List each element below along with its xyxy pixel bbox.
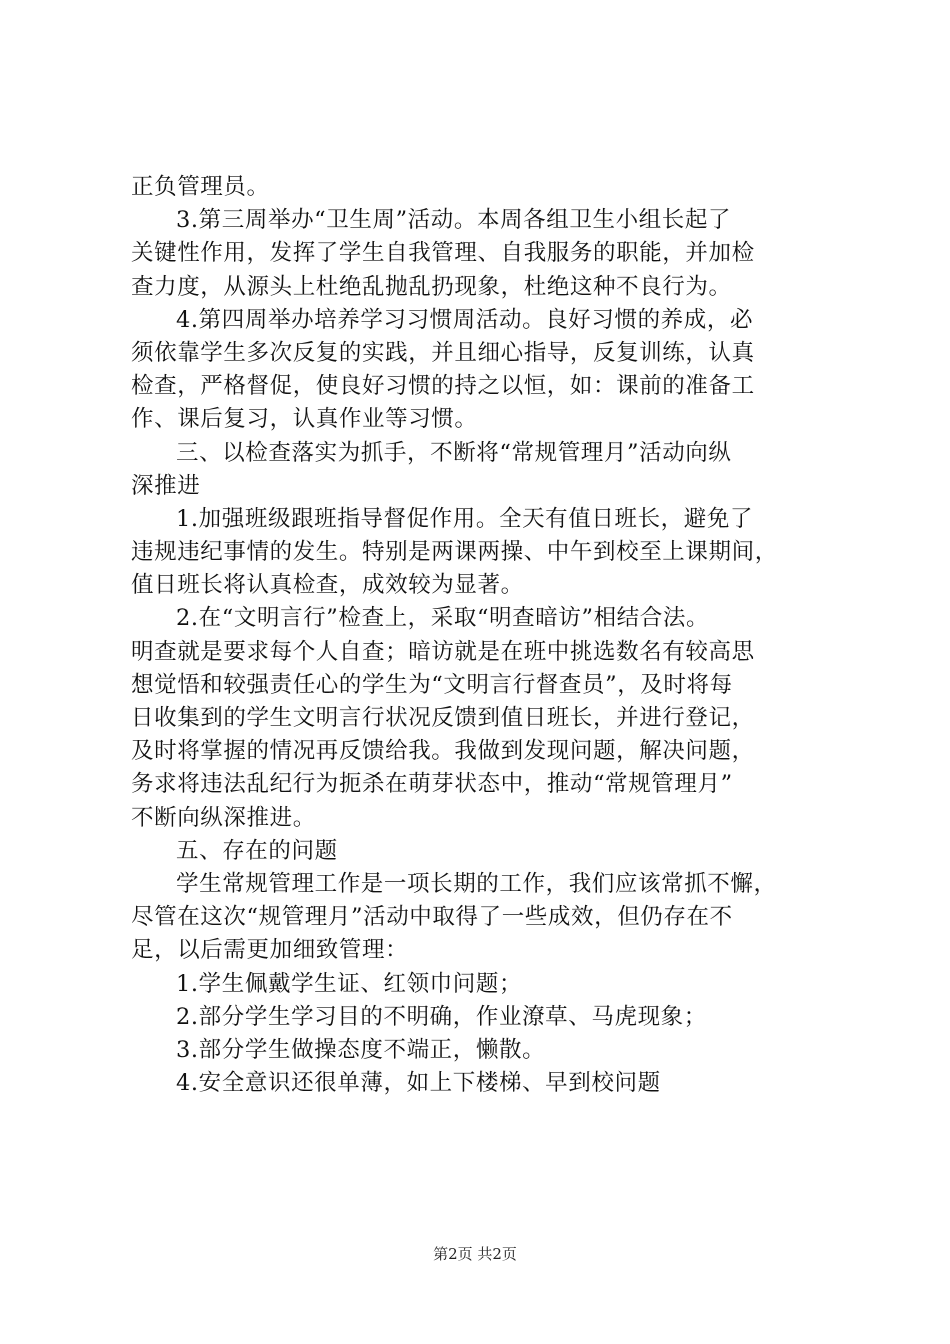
section-heading: 五、存在的问题	[176, 837, 338, 864]
text-line: 检查，严格督促，使良好习惯的持之以恒，如：课前的准备工	[131, 373, 755, 400]
text-line: 查力度，从源头上杜绝乱抛乱扔现象，杜绝这种不良行为。	[131, 273, 732, 300]
text-line: 不断向纵深推进。	[131, 804, 316, 831]
text-line: 3.第三周举办“卫生周”活动。本周各组卫生小组长起了	[176, 207, 732, 234]
list-item: 2.部分学生学习目的不明确，作业潦草、马虎现象；	[176, 1003, 707, 1030]
text-line: 及时将掌握的情况再反馈给我。我做到发现问题，解决问题，	[131, 738, 755, 765]
text-line: 值日班长将认真检查，成效较为显著。	[131, 572, 524, 599]
text-line: 1.加强班级跟班指导督促作用。全天有值日班长，避免了	[176, 505, 754, 532]
section-heading: 三、以检查落实为抓手，不断将“常规管理月”活动向纵	[176, 439, 732, 466]
text-line: 作、课后复习，认真作业等习惯。	[131, 406, 478, 433]
text-line: 学生常规管理工作是一项长期的工作，我们应该常抓不懈，	[176, 870, 777, 897]
text-line: 尽管在这次“规管理月”活动中取得了一些成效，但仍存在不	[131, 904, 733, 931]
text-line: 2.在“文明言行”检查上，采取“明查暗访”相结合法。	[176, 605, 710, 632]
list-item: 1.学生佩戴学生证、红领巾问题；	[176, 970, 523, 997]
text-line: 明查就是要求每个人自查；暗访就是在班中挑选数名有较高思	[131, 638, 755, 665]
document-body	[131, 171, 826, 1100]
section-heading: 深推进	[131, 472, 201, 499]
text-line: 正负管理员。	[131, 174, 270, 200]
text-line: 足，以后需更加细致管理：	[131, 937, 409, 964]
text-line: 务求将违法乱纪行为扼杀在萌芽状态中，推动“常规管理月”	[131, 771, 733, 798]
text-line: 关键性作用，发挥了学生自我管理、自我服务的职能，并加检	[131, 240, 755, 267]
text-line: 违规违纪事情的发生。特别是两课两操、中午到校至上课期间，	[131, 539, 778, 566]
page-number-footer: 第2页 共2页	[433, 1245, 517, 1263]
text-line: 须依靠学生多次反复的实践，并且细心指导，反复训练，认真	[131, 339, 755, 366]
list-item: 3.部分学生做操态度不端正，懒散。	[176, 1036, 546, 1063]
list-item: 4.安全意识还很单薄，如上下楼梯、早到校问题	[176, 1070, 661, 1097]
text-line: 想觉悟和较强责任心的学生为“文明言行督查员”，及时将每	[131, 671, 733, 698]
text-line: 日收集到的学生文明言行状况反馈到值日班长，并进行登记，	[131, 705, 755, 731]
text-line: 4.第四周举办培养学习习惯周活动。良好习惯的养成，必	[176, 306, 754, 333]
